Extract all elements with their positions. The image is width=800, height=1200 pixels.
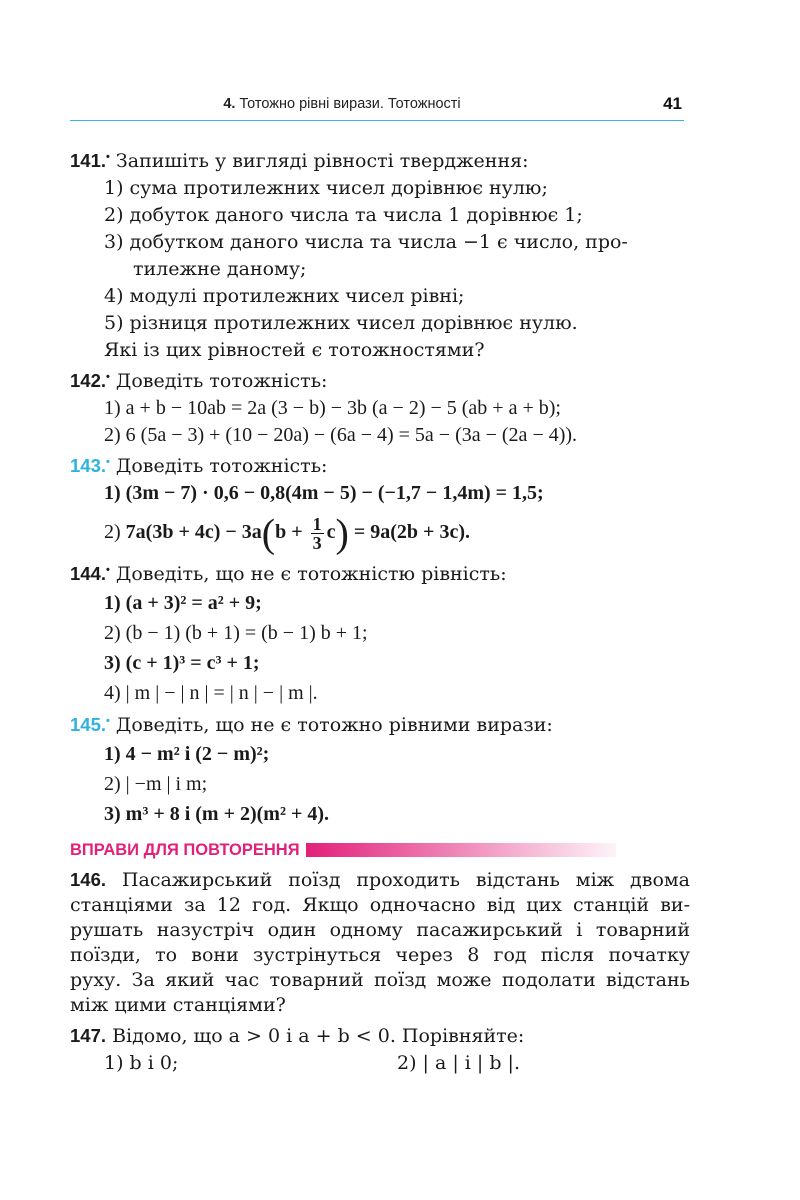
answer-row bbox=[70, 1050, 690, 1077]
exercise-141 bbox=[70, 144, 690, 364]
list-item: 1) (a + 3)² = a² + 9; bbox=[104, 592, 262, 614]
fraction bbox=[311, 515, 324, 552]
list-item: 1) 4 − m² і (2 − m)²; bbox=[104, 743, 270, 765]
exercise-number: 147. bbox=[70, 1025, 107, 1046]
list-item: 1) a + b − 10ab = 2a (3 − b) − 3b (a − 2) − 5 (ab + a + b); bbox=[104, 397, 561, 419]
section-accent-bar bbox=[306, 843, 616, 857]
exercise-number: 141. bbox=[70, 150, 107, 171]
exercise-prompt: Доведіть тотожність: bbox=[115, 455, 328, 477]
fraction-denominator: 3 bbox=[312, 532, 322, 553]
exercise-number: 144. bbox=[70, 563, 107, 584]
exercise-prompt: Доведіть, що не є тотожно рівними вирази: bbox=[115, 714, 553, 736]
exercise-147 bbox=[70, 1022, 690, 1077]
exercise-prompt: Доведіть, що не є тотожністю рівність: bbox=[115, 563, 507, 585]
expression-inner: b + bbox=[275, 521, 303, 543]
list-item: 1) сума протилежних чисел дорівнює нулю; bbox=[104, 177, 548, 199]
expression-left: 7a(3b + 4c) − 3a bbox=[125, 521, 262, 543]
list-item: 4) | m | − | n | = | n | − | m |. bbox=[104, 682, 318, 704]
fraction-numerator: 1 bbox=[312, 513, 322, 534]
section-header bbox=[70, 837, 690, 863]
page-content bbox=[70, 144, 690, 1077]
list-item: тилежне даному; bbox=[133, 258, 307, 280]
exercise-number: 142. bbox=[70, 370, 107, 391]
expression-right: = 9a(2b + 3c). bbox=[353, 521, 470, 543]
list-item: 3) (c + 1)³ = c³ + 1; bbox=[104, 652, 260, 674]
exercise-146 bbox=[70, 867, 690, 1018]
exercise-145 bbox=[70, 708, 690, 829]
difficulty-dot: • bbox=[106, 151, 110, 163]
exercise-prompt: Доведіть тотожність: bbox=[115, 370, 328, 392]
difficulty-dot: • bbox=[106, 456, 110, 468]
list-item: 2) 6 (5a − 3) + (10 − 20a) − (6a − 4) = 5a − (3a − (2a − 4)). bbox=[104, 424, 578, 446]
exercise-prompt: Відомо, що a > 0 і a + b < 0. Порівняйте: bbox=[112, 1025, 525, 1047]
difficulty-dot: • bbox=[106, 371, 110, 383]
list-item: 2) | a | і | b |. bbox=[397, 1052, 520, 1074]
exercise-question: Які із цих рівностей є тотожностями? bbox=[104, 339, 485, 361]
expression-var: c bbox=[326, 521, 336, 543]
text-line: руху. За який час товарний поїзд може подолати відстань bbox=[70, 969, 690, 991]
exercise-number: 145. bbox=[70, 714, 107, 735]
exercise-prompt: Запишіть у вигляді рівності твердження: bbox=[115, 150, 529, 172]
chapter-title bbox=[70, 96, 614, 112]
exercise-number: 146. bbox=[70, 869, 107, 890]
page-header bbox=[70, 96, 684, 121]
difficulty-dot: • bbox=[106, 715, 110, 727]
list-item: 4) модулі протилежних чисел рівні; bbox=[104, 285, 465, 307]
open-paren: ( bbox=[261, 510, 276, 556]
list-item: 3) добутком даного числа та числа −1 є число, про- bbox=[104, 231, 628, 253]
text-line: поїзди, то вони зустрінуться через 8 год після початку bbox=[70, 944, 690, 966]
chapter-title-text: Тотожно рівні вирази. Тотожності bbox=[239, 96, 461, 112]
exercise-143 bbox=[70, 449, 690, 557]
list-item: 1) (3m − 7) · 0,6 − 0,8(4m − 5) − (−1,7 − 1,4m) = 1,5; bbox=[104, 482, 544, 504]
exercise-number: 143. bbox=[70, 455, 107, 476]
text-line: станціями за 12 год. Якщо одночасно від цих станцій ви- bbox=[70, 894, 690, 916]
text-line: рушать назустріч один одному пасажирський і товарний bbox=[70, 919, 690, 941]
text-line: Пасажирський поїзд проходить відстань між двома bbox=[121, 869, 690, 891]
list-item: 1) b і 0; bbox=[104, 1052, 179, 1074]
list-item: 2) | −m | і m; bbox=[104, 773, 208, 795]
section-title: ВПРАВИ ДЛЯ ПОВТОРЕННЯ bbox=[70, 840, 300, 859]
text-line: між цими станціями? bbox=[70, 994, 286, 1016]
item-label: 2) bbox=[104, 521, 121, 543]
difficulty-dot: • bbox=[106, 564, 110, 576]
list-item: 5) різниця протилежних чисел дорівнює нулю. bbox=[104, 312, 578, 334]
list-item: 2) (b − 1) (b + 1) = (b − 1) b + 1; bbox=[104, 622, 368, 644]
list-item: 3) m³ + 8 і (m + 2)(m² + 4). bbox=[104, 803, 330, 825]
list-item: 2) добуток даного числа та числа 1 дорівнює 1; bbox=[104, 204, 583, 226]
page-number: 41 bbox=[663, 94, 682, 113]
close-paren: ) bbox=[335, 510, 349, 556]
chapter-number: 4. bbox=[223, 96, 236, 112]
exercise-144 bbox=[70, 557, 690, 708]
list-item-fraction bbox=[70, 507, 690, 557]
exercise-142 bbox=[70, 364, 690, 449]
